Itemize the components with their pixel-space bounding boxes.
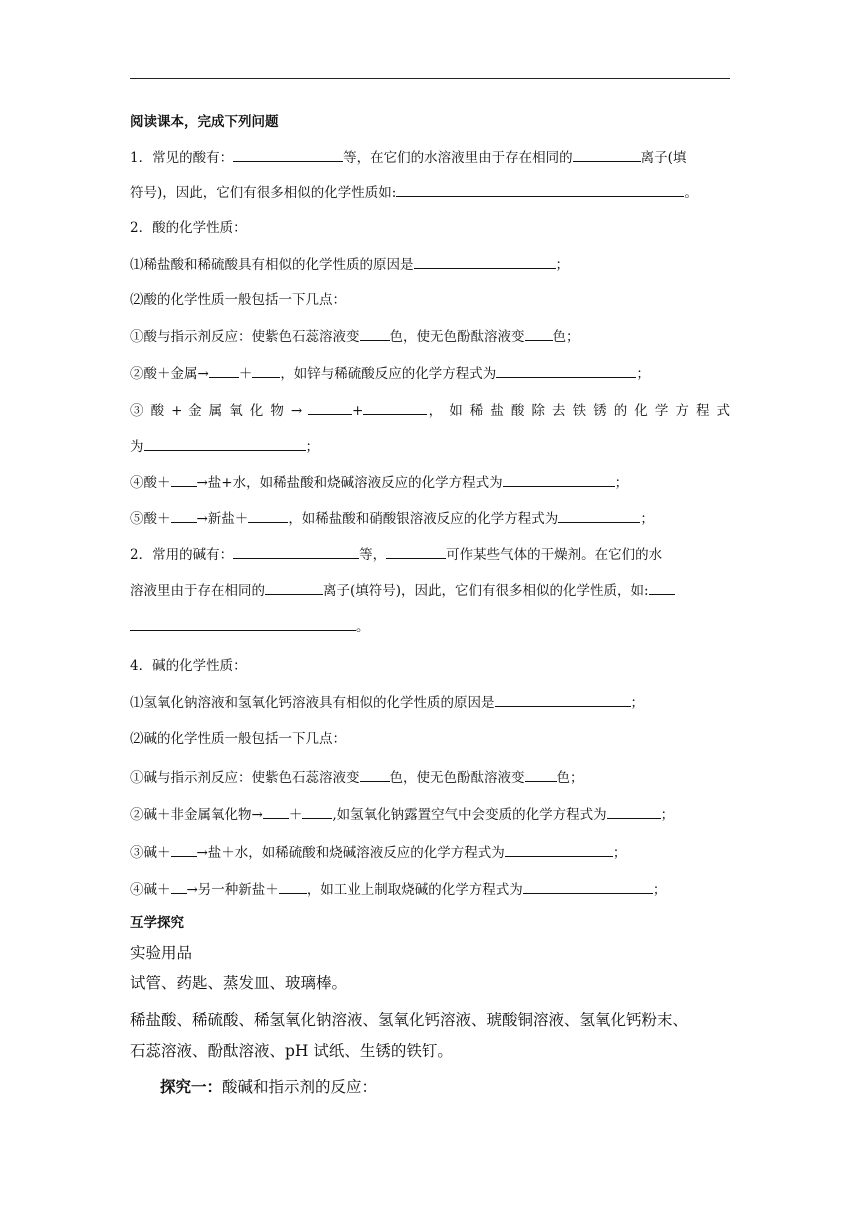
blank[interactable] [263,804,289,819]
materials-heading: 实验用品 [130,944,193,962]
materials-line-3: 石蕊溶液、酚酞溶液、pH 试纸、生锈的铁钉。 [130,1042,453,1060]
blank[interactable] [495,692,631,707]
base-property-2: ②碱＋非金属氧化物→ ＋ ,如氢氧化钠露置空气中会变质的化学方程式为 ； [130,804,730,825]
base-property-3: ③碱＋ →盐＋水，如稀硫酸和烧碱溶液反应的化学方程式为 ； [130,842,730,863]
acid-property-3-line-1: ③ 酸 + 金 属 氧 化 物 → + ， 如 稀 盐 酸 除 去 铁 锈 的 化 学 方 程 式 [130,400,730,421]
blank[interactable] [360,326,390,341]
blank[interactable] [396,182,684,197]
base-property-4: ④碱＋ →另一种新盐＋ ，如工业上制取烧碱的化学方程式为 ； [130,879,730,900]
base-property-1: ①碱与指示剂反应：使紫色石蕊溶液变 色，使无色酚酞溶液变 色； [130,767,730,788]
blank[interactable] [308,400,352,415]
blank[interactable] [523,879,653,894]
q3-line-3: 。 [130,616,730,637]
blank[interactable] [144,436,306,451]
q2-title: 2．酸的化学性质： [130,220,247,236]
explore-one-text: 酸碱和指示剂的反应： [222,1078,378,1096]
blank[interactable] [558,508,640,523]
acid-property-2: ②酸＋金属→ ＋ ，如锌与稀硫酸反应的化学方程式为 ； [130,363,730,384]
blank[interactable] [496,363,636,378]
blank[interactable] [505,842,613,857]
blank[interactable] [171,472,197,487]
acid-property-4: ④酸＋ →盐+水，如稀盐酸和烧碱溶液反应的化学方程式为 ； [130,472,730,493]
acid-property-1: ①酸与指示剂反应：使紫色石蕊溶液变 色，使无色酚酞溶液变 色； [130,326,730,347]
header-rule [130,78,730,79]
blank[interactable] [360,767,390,782]
blank[interactable] [171,508,197,523]
blank[interactable] [363,400,427,415]
explore-one-label: 探究一： [160,1077,223,1096]
blank[interactable] [252,363,280,378]
q4-1-line: ⑴氢氧化钠溶液和氢氧化钙溶液具有相似的化学性质的原因是 ； [130,692,730,713]
q1-line-2: 符号)，因此，它们有很多相似的化学性质如: 。 [130,182,730,203]
blank[interactable] [209,363,239,378]
explore-one [160,1077,730,1097]
blank[interactable] [525,326,553,341]
blank[interactable] [649,580,675,595]
reading-heading: 阅读课本，完成下列问题 [130,114,279,130]
q4-title: 4．碱的化学性质： [130,658,247,674]
blank[interactable] [233,544,359,559]
blank[interactable] [171,842,197,857]
acid-property-3-line-2: 为 ； [130,436,730,457]
blank[interactable] [386,544,446,559]
q2-2-title: ⑵酸的化学性质一般包括一下几点： [130,292,346,308]
blank[interactable] [130,616,356,631]
blank[interactable] [279,879,307,894]
blank[interactable] [265,580,323,595]
q3-line-2: 溶液里由于存在相同的 离子(填符号)，因此，它们有很多相似的化学性质，如: [130,580,730,601]
blank[interactable] [233,147,343,162]
blank[interactable] [525,767,557,782]
blank[interactable] [302,804,332,819]
blank[interactable] [414,254,556,269]
blank[interactable] [573,147,641,162]
q3-line-1: 2．常用的碱有： 等， 可作某些气体的干燥剂。在它们的水 [130,544,730,565]
q4-2-title: ⑵碱的化学性质一般包括一下几点： [130,731,346,747]
blank[interactable] [607,804,661,819]
materials-line-1: 试管、药匙、蒸发皿、玻璃棒。 [130,974,348,992]
blank[interactable] [171,879,187,894]
blank[interactable] [503,472,615,487]
materials-line-2: 稀盐酸、稀硫酸、稀氢氧化钠溶液、氢氧化钙溶液、琥酸铜溶液、氢氧化钙粉末、 [130,1011,689,1029]
acid-property-5: ⑤酸＋ →新盐＋ ，如稀盐酸和硝酸银溶液反应的化学方程式为 ； [130,508,730,529]
q1-line-1: 1．常见的酸有： 等，在它们的水溶液里由于存在相同的 离子(填 [130,147,730,168]
blank[interactable] [248,508,288,523]
q2-1-line: ⑴稀盐酸和稀硫酸具有相似的化学性质的原因是 ； [130,254,730,275]
mutual-explore-heading: 互学探究 [130,915,184,931]
